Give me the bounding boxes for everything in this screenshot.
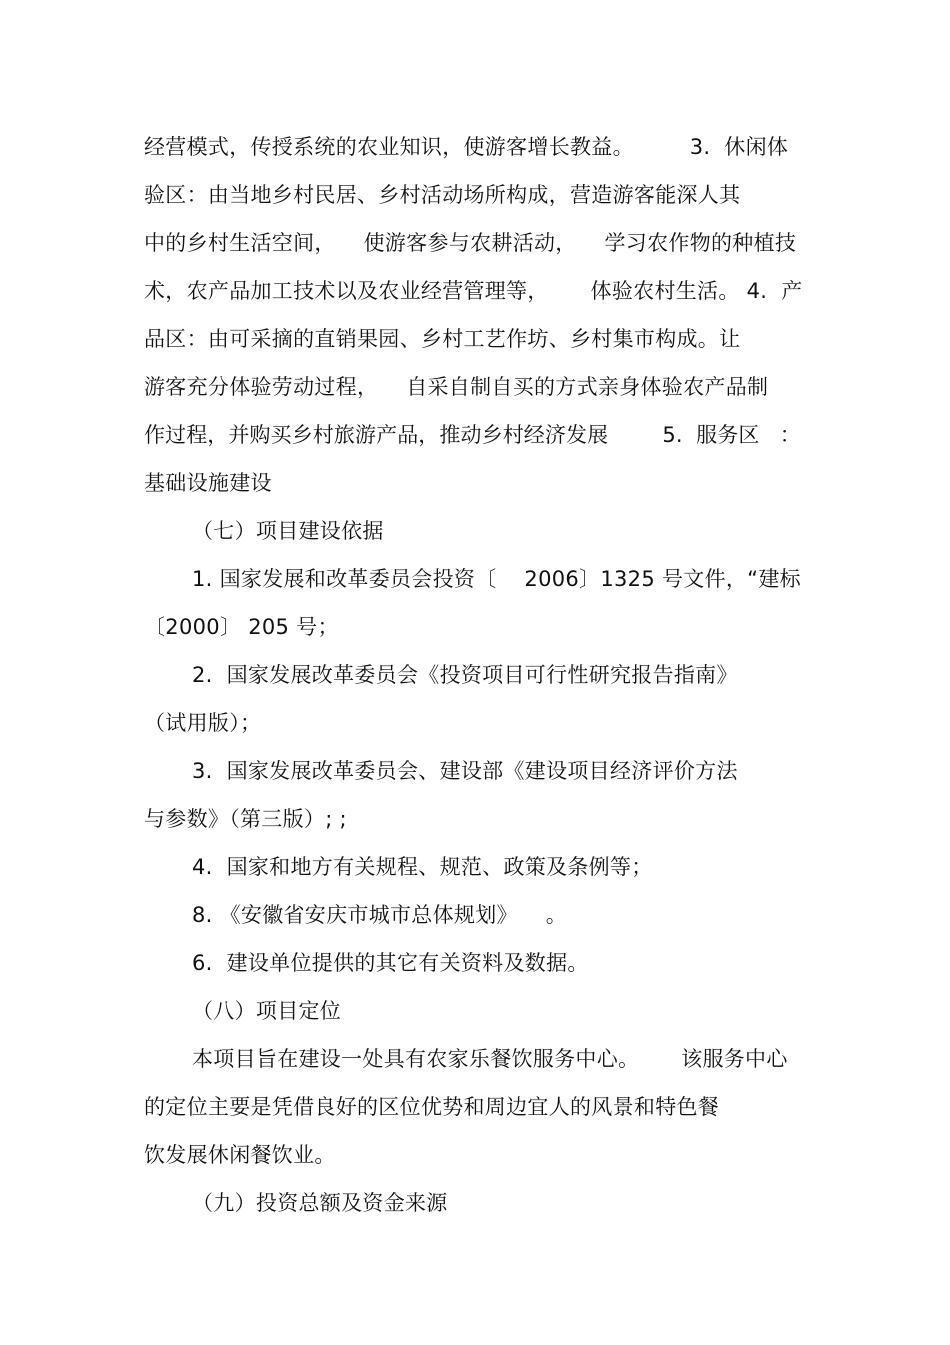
section-heading: （九）投资总额及资金来源 [192, 1191, 448, 1215]
list-item: 4. 国家和地方有关规程、规范、政策及条例等； [192, 855, 653, 879]
paragraph-line: 术，农产品加工技术以及农业经营管理等， 体验农村生活。 4. 产 [144, 279, 803, 303]
paragraph-line: 中的乡村生活空间， 使游客参与农耕活动， 学习农作物的种植技 [144, 231, 797, 255]
paragraph-line: 饮发展休闲餐饮业。 [144, 1143, 336, 1167]
list-item-continuation: 与参数》（第三版）; ; [144, 807, 347, 831]
list-item: 6. 建设单位提供的其它有关资料及数据。 [192, 951, 589, 975]
paragraph-line: 作过程，并购买乡村旅游产品，推动乡村经济发展 5. 服务区 ： [144, 423, 801, 447]
section-heading: （七）项目建设依据 [192, 519, 384, 543]
paragraph-line: 验区：由当地乡村民居、乡村活动场所构成，营造游客能深人其 [144, 183, 741, 207]
section-heading: （八）项目定位 [192, 999, 342, 1023]
paragraph-line: 本项目旨在建设一处具有农家乐餐饮服务中心。 该服务中心 [192, 1047, 788, 1071]
list-item: 2. 国家发展改革委员会《投资项目可行性研究报告指南》 [192, 663, 738, 687]
paragraph-line: 品区：由可采摘的直销果园、乡村工艺作坊、乡村集市构成。让 [144, 327, 741, 351]
paragraph-line: 经营模式，传授系统的农业知识，使游客增长教益。 3. 休闲体 [144, 135, 789, 159]
paragraph-line: 游客充分体验劳动过程， 自采自制自买的方式亲身体验农产品制 [144, 375, 769, 399]
paragraph-line: 的定位主要是凭借良好的区位优势和周边宜人的风景和特色餐 [144, 1095, 720, 1119]
list-item: 1. 国家发展和改革委员会投资〔 2006〕1325 号文件，“建标 [192, 567, 801, 591]
list-item: 8. 《安徽省安庆市城市总体规划》 。 [192, 903, 568, 927]
paragraph-line: 基础设施建设 [144, 471, 272, 495]
list-item-continuation: 〔2000〕 205 号； [144, 615, 339, 639]
list-item: 3. 国家发展改革委员会、建设部《建设项目经济评价方法 [192, 759, 738, 783]
list-item-continuation: （试用版）； [144, 711, 262, 735]
